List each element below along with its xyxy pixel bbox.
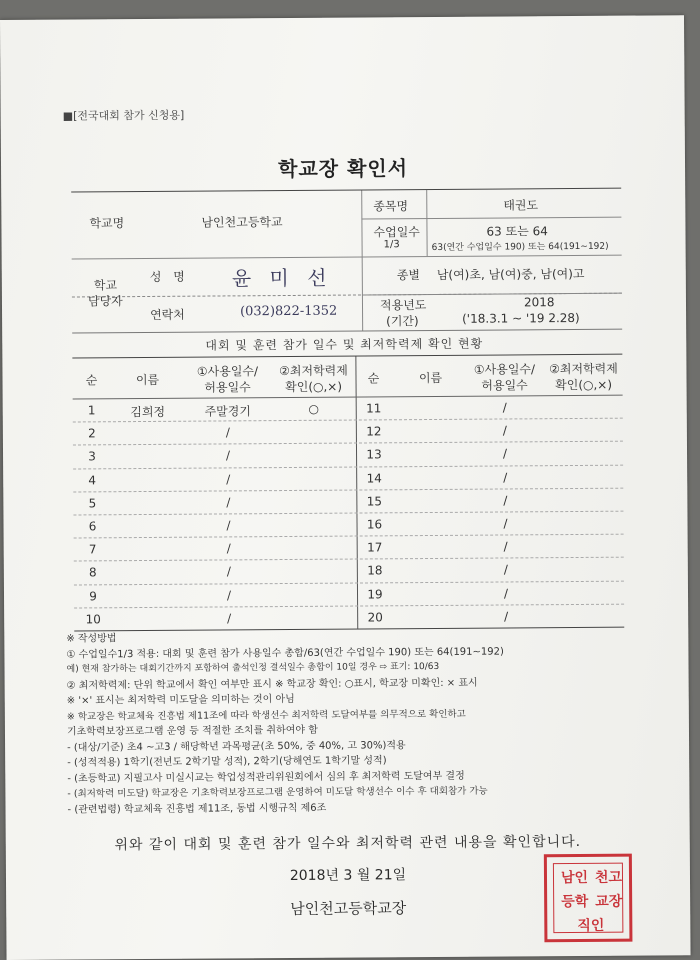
year-label-period: (기간) <box>386 314 419 329</box>
row-divider <box>73 464 623 469</box>
note-line: - (최저학력 미도달) 학교장은 기초학력보장프로그램 운영하여 미도달 학생선수 이수 후 대회참가 가능 <box>67 785 488 800</box>
col-days-left-1: ①사용일수/ <box>196 364 259 379</box>
row-days: / <box>503 470 508 485</box>
row-divider <box>73 511 623 516</box>
writing-instructions <box>66 627 677 817</box>
col-min-left-1: ②최저학력제 <box>279 363 348 379</box>
row-no: 2 <box>88 426 96 441</box>
row-days: / <box>503 493 508 508</box>
row-min-check: ○ <box>308 401 320 416</box>
row-days: / <box>504 609 509 624</box>
row-no: 17 <box>367 540 383 555</box>
row-no: 12 <box>366 424 382 439</box>
row-no: 9 <box>89 588 97 603</box>
row-days: / <box>503 562 508 577</box>
row-min-check <box>271 425 357 426</box>
confirm-statement: 위와 같이 대회 및 훈련 참가 일수와 최저학력 관련 내용을 확인합니다. <box>114 833 582 854</box>
row-no: 11 <box>366 401 382 416</box>
row-no: 4 <box>88 472 97 487</box>
col-no-left: 순 <box>85 373 98 388</box>
year-period: ('18.3.1 ~ '19 2.28) <box>462 310 580 326</box>
row-divider <box>73 441 623 446</box>
note-line: - (성적적용) 1학기(전년도 2학기말 성적), 2학기(당해연도 1학기말 성적) <box>67 755 387 769</box>
row-days: / <box>226 495 231 510</box>
note-line: ① 수업일수1/3 적용: 대회 및 훈련 참가 사용일수 총합/63(연간 수업일수 190) 또는 64(191~192) <box>66 645 504 661</box>
note-line: - (대상/기준) 초4 ~고3 / 해당학년 과목평균(초 50%, 중 40%, 고 30%)적용 <box>67 739 406 754</box>
row-no: 20 <box>367 610 383 625</box>
row-no: 19 <box>367 586 383 602</box>
manager-label-2: 담당자 <box>87 294 123 309</box>
col-min-right-1: ②최저학력제 <box>549 361 618 377</box>
name-label: 성 명 <box>149 269 189 284</box>
row-days: / <box>225 448 231 463</box>
principal-signature-line: 남인천고등학교장 <box>290 899 407 918</box>
note-line: - (초등학교) 지필고사 미실시교는 학업성적관리위원회에서 심의 후 최저학력 도달여부 결정 <box>67 770 465 785</box>
gender-value: 남(여)초, 남(여)중, 남(여)고 <box>436 266 585 282</box>
row-days: / <box>502 446 508 461</box>
form-type-tag: ■[전국대회 참가 신청용] <box>62 108 185 123</box>
days-value: 63 또는 64 <box>486 224 548 239</box>
note-line: 예) 현재 참가하는 대회기간까지 포함하여 출석인정 결석일수 총합이 10일 경우 ⇨ 표기: 10/63 <box>66 661 440 675</box>
col-min-right-2: 확인(○,×) <box>555 377 613 393</box>
row-no: 15 <box>366 494 383 509</box>
days-note: 63(연간 수업일수 190) 또는 64(191~192) <box>431 241 609 253</box>
row-days: / <box>502 423 507 438</box>
participation-table <box>72 354 624 632</box>
row-days: / <box>226 564 231 579</box>
name-value: 윤 미 선 <box>231 265 333 291</box>
row-no: 5 <box>88 496 97 511</box>
col-no-right: 순 <box>367 371 380 386</box>
days-label: 수업일수 <box>373 225 420 240</box>
row-days: / <box>225 425 230 440</box>
row-min-check <box>272 541 358 542</box>
row-days: / <box>226 518 231 533</box>
row-min-check <box>272 587 358 588</box>
year-value: 2018 <box>523 295 555 310</box>
row-days: / <box>503 539 508 554</box>
row-divider <box>74 580 624 585</box>
row-no: 8 <box>88 565 97 580</box>
col-days-left-2: 허용일수 <box>204 380 251 395</box>
contact-value: (032)822-1352 <box>239 303 338 320</box>
row-divider <box>74 603 624 608</box>
certificate-paper <box>0 15 691 960</box>
row-days: / <box>503 586 509 601</box>
info-box <box>71 188 622 334</box>
official-seal-stamp: 남인 천고 등학 교장 직인 <box>544 854 633 943</box>
col-name-right: 이름 <box>418 370 443 386</box>
school-label: 학교명 <box>89 216 125 231</box>
row-min-check <box>271 471 357 472</box>
row-no: 14 <box>366 470 382 486</box>
row-min-check <box>271 448 357 449</box>
row-no: 13 <box>366 447 382 462</box>
row-days: / <box>226 587 232 603</box>
col-days-right-1: ①사용일수/ <box>473 362 536 377</box>
row-divider <box>74 534 624 539</box>
sport-label: 종목명 <box>373 199 409 214</box>
row-min-check <box>271 518 357 519</box>
school-value: 남인천고등학교 <box>201 215 283 230</box>
gender-label: 종별 <box>396 268 421 283</box>
manager-label-1: 학교 <box>93 278 118 293</box>
row-no: 6 <box>88 519 97 534</box>
row-days: / <box>502 400 507 415</box>
row-name: 김희정 <box>130 404 166 420</box>
col-name-left: 이름 <box>135 372 160 388</box>
row-days: / <box>227 611 232 626</box>
row-days: / <box>503 516 508 531</box>
note-line: - (관련법령) 학교체육 진흥법 제11조, 동법 시행규칙 제6조 <box>67 802 327 816</box>
sport-value: 태권도 <box>503 198 539 213</box>
row-days: / <box>226 541 231 556</box>
note-line: ※ 학교장은 학교체육 진흥법 제11조에 따라 학생선수 최저학력 도달여부를 의무적으로 확인하고 <box>66 708 466 723</box>
col-min-left-2: 확인(○,×) <box>285 379 343 395</box>
contact-label: 연락처 <box>150 307 185 322</box>
row-days: / <box>226 471 231 487</box>
row-no: 18 <box>367 563 383 578</box>
col-days-right-2: 허용일수 <box>481 378 528 393</box>
table-caption: 대회 및 훈련 참가 일수 및 최저학력제 확인 현황 <box>205 336 484 353</box>
row-no: 1 <box>87 403 96 418</box>
row-no: 16 <box>366 517 383 532</box>
row-min-check <box>272 610 358 611</box>
note-line: ② 최저학력제: 단위 학교에서 확인 여부만 표시 ※ 학교장 확인: ○표시, 학교장 미확인: × 표시 <box>66 677 478 692</box>
row-days: 주말경기 <box>204 404 251 419</box>
year-label: 적용년도 <box>379 298 427 313</box>
issue-date: 2018년 3 월 21일 <box>289 867 407 884</box>
row-no: 10 <box>85 612 101 627</box>
days-label-fraction: 1/3 <box>383 239 400 251</box>
note-line: 기초학력보장프로그램 운영 등 적절한 조치를 취하여야 함 <box>66 724 318 738</box>
page-title: 학교장 확인서 <box>278 156 409 182</box>
row-min-check <box>271 494 357 495</box>
row-no: 3 <box>88 449 96 464</box>
row-divider <box>74 557 624 562</box>
row-no: 7 <box>88 542 97 557</box>
note-line: ※ '×' 표시는 최저학력 미도달을 의미하는 것이 아님 <box>66 693 295 707</box>
row-min-check <box>272 564 358 565</box>
row-divider <box>73 487 623 492</box>
note-line: ※ 작성방법 <box>66 633 117 645</box>
